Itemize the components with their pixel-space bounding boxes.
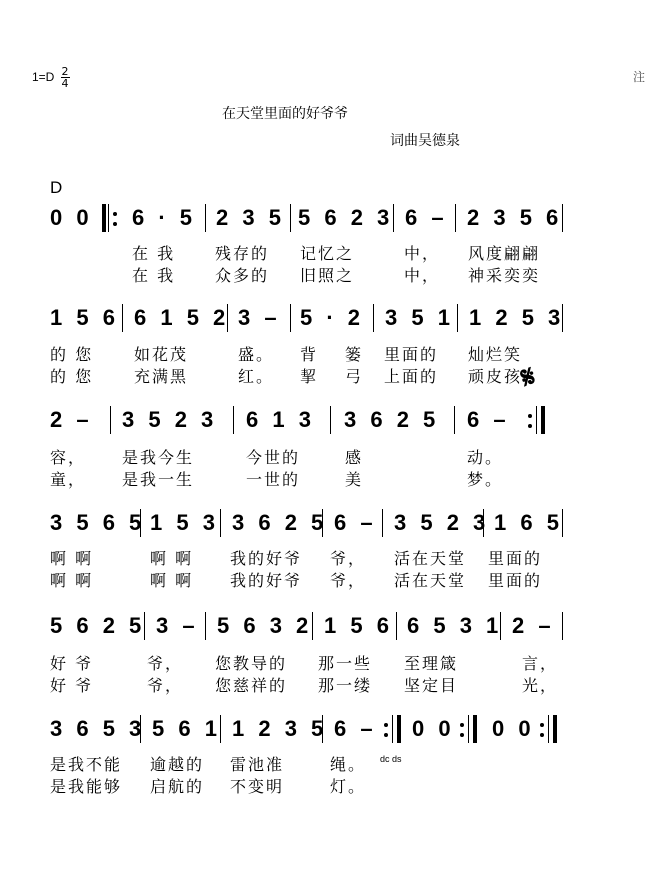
lyric: 上面的 xyxy=(384,367,439,386)
measure: 3 6 5 3 xyxy=(50,716,146,741)
measure: 0 0 xyxy=(492,716,535,741)
lyric: 至理箴 xyxy=(404,654,459,673)
lyric: 您教导的 xyxy=(215,654,288,673)
measure: 0 0 xyxy=(50,205,93,230)
key-signature: 1=D xyxy=(32,70,55,84)
lyric: 活在天堂 xyxy=(394,571,467,590)
lyric: 中， xyxy=(404,266,441,285)
lyric: 美 xyxy=(345,470,364,489)
measure: 6 – xyxy=(334,510,377,535)
measure: 3 5 2 3 xyxy=(394,510,490,535)
lyric: 好 爷 xyxy=(50,654,94,673)
lyric: 不变明 xyxy=(230,777,285,796)
lyric: 灯。 xyxy=(330,777,367,796)
lyric: 容， xyxy=(50,448,87,467)
measure: 1 5 6 xyxy=(50,305,119,330)
lyric: 里面的 xyxy=(384,345,439,364)
measure: 6 – xyxy=(467,407,510,432)
lyric: 风度翩翩 xyxy=(468,244,541,263)
measure: 2 3 5 xyxy=(216,205,285,230)
lyric: 中， xyxy=(404,244,441,263)
measure: 3 6 2 5 xyxy=(232,510,328,535)
measure: 1 6 5 xyxy=(494,510,563,535)
lyric: 众多的 xyxy=(215,266,270,285)
measure: 6 5 3 1 xyxy=(407,613,503,638)
lyric: 好 爷 xyxy=(50,676,94,695)
measure: 0 0 xyxy=(412,716,455,741)
lyric: 记忆之 xyxy=(300,244,355,263)
lyric: 爷， xyxy=(330,571,367,590)
measure: 3 5 1 xyxy=(385,305,454,330)
time-signature xyxy=(60,66,70,89)
lyric: 启航的 xyxy=(150,777,205,796)
measure: 3 5 2 3 xyxy=(122,407,218,432)
time-signature-top: 2 xyxy=(61,65,69,78)
lyric: 啊 啊 xyxy=(50,549,94,568)
lyric: 神采奕奕 xyxy=(468,266,541,285)
lyric: 是我一生 xyxy=(122,470,195,489)
measure: 3 – xyxy=(238,305,281,330)
lyric: 挈 xyxy=(300,367,319,386)
lyric: 感 xyxy=(345,448,364,467)
measure: 1 2 5 3 xyxy=(469,305,565,330)
lyric: 篓 xyxy=(345,345,364,364)
measure: 6 · 5 xyxy=(132,205,197,230)
song-author: 词曲吴德泉 xyxy=(390,133,460,149)
lyric: 的 您 xyxy=(50,367,94,386)
lyric: 今世的 xyxy=(246,448,301,467)
lyric: 红。 xyxy=(238,367,275,386)
lyric: 灿烂笑 xyxy=(468,345,523,364)
measure: 3 – xyxy=(156,613,199,638)
measure: 2 3 5 6 xyxy=(467,205,563,230)
lyric: 言， xyxy=(522,654,559,673)
lyric: 您慈祥的 xyxy=(215,676,288,695)
measure: 3 5 6 5 xyxy=(50,510,146,535)
measure: 6 – xyxy=(334,716,377,741)
lyric: 啊 啊 xyxy=(50,571,94,590)
song-title: 在天堂里面的好爷爷 xyxy=(222,106,348,122)
edge-glyph: 注 xyxy=(633,70,645,84)
lyric: 旧照之 xyxy=(300,266,355,285)
section-mark: D xyxy=(50,178,63,197)
measure: 5 · 2 xyxy=(300,305,365,330)
lyric: 坚定目 xyxy=(404,676,459,695)
lyric: 背 xyxy=(300,345,319,364)
lyric: 爷， xyxy=(147,676,184,695)
measure: 6 1 5 2 xyxy=(134,305,230,330)
lyric: 残存的 xyxy=(215,244,270,263)
lyric: 爷， xyxy=(330,549,367,568)
measure: 5 6 2 3 xyxy=(298,205,394,230)
lyric: 弓 xyxy=(345,367,364,386)
lyric: 雷池准 xyxy=(230,755,285,774)
lyric: 一世的 xyxy=(246,470,301,489)
lyric: 是我不能 xyxy=(50,755,123,774)
lyric: 梦。 xyxy=(467,470,504,489)
lyric: 那一些 xyxy=(318,654,373,673)
lyric: 里面的 xyxy=(488,571,543,590)
measure: 6 – xyxy=(405,205,448,230)
lyric: 在 我 xyxy=(132,244,176,263)
lyric: 我的好爷 xyxy=(230,549,303,568)
measure: 1 5 3 xyxy=(150,510,219,535)
measure: 3 6 2 5 xyxy=(344,407,440,432)
lyric: 童， xyxy=(50,470,87,489)
lyric: 绳。 xyxy=(330,755,367,774)
measure: 5 6 3 2 xyxy=(217,613,313,638)
lyric: 动。 xyxy=(467,448,504,467)
lyric: 爷， xyxy=(147,654,184,673)
measure: 1 2 3 5 xyxy=(232,716,328,741)
lyric: 逾越的 xyxy=(150,755,205,774)
lyric: 盛。 xyxy=(238,345,275,364)
measure: 2 – xyxy=(50,407,93,432)
measure: 5 6 1 xyxy=(152,716,221,741)
lyric: 那一缕 xyxy=(318,676,373,695)
lyric: 啊 啊 xyxy=(150,549,194,568)
segno-icon: 𝄋 xyxy=(516,358,541,397)
lyric: 我的好爷 xyxy=(230,571,303,590)
lyric: 活在天堂 xyxy=(394,549,467,568)
lyric: 是我能够 xyxy=(50,777,123,796)
measure: 2 – xyxy=(512,613,555,638)
lyric: 里面的 xyxy=(488,549,543,568)
lyric: 啊 啊 xyxy=(150,571,194,590)
measure: 1 5 6 xyxy=(324,613,393,638)
measure: 5 6 2 5 xyxy=(50,613,146,638)
lyric: 的 您 xyxy=(50,345,94,364)
dc-ds-mark: dc ds xyxy=(380,754,402,764)
lyric: 在 我 xyxy=(132,266,176,285)
lyric: 顽皮孩 xyxy=(468,367,523,386)
measure: 6 1 3 xyxy=(246,407,315,432)
lyric: 光， xyxy=(522,676,559,695)
time-signature-bottom: 4 xyxy=(61,77,69,90)
lyric: 如花茂 xyxy=(134,345,189,364)
lyric: 是我今生 xyxy=(122,448,195,467)
lyric: 充满黑 xyxy=(134,367,189,386)
